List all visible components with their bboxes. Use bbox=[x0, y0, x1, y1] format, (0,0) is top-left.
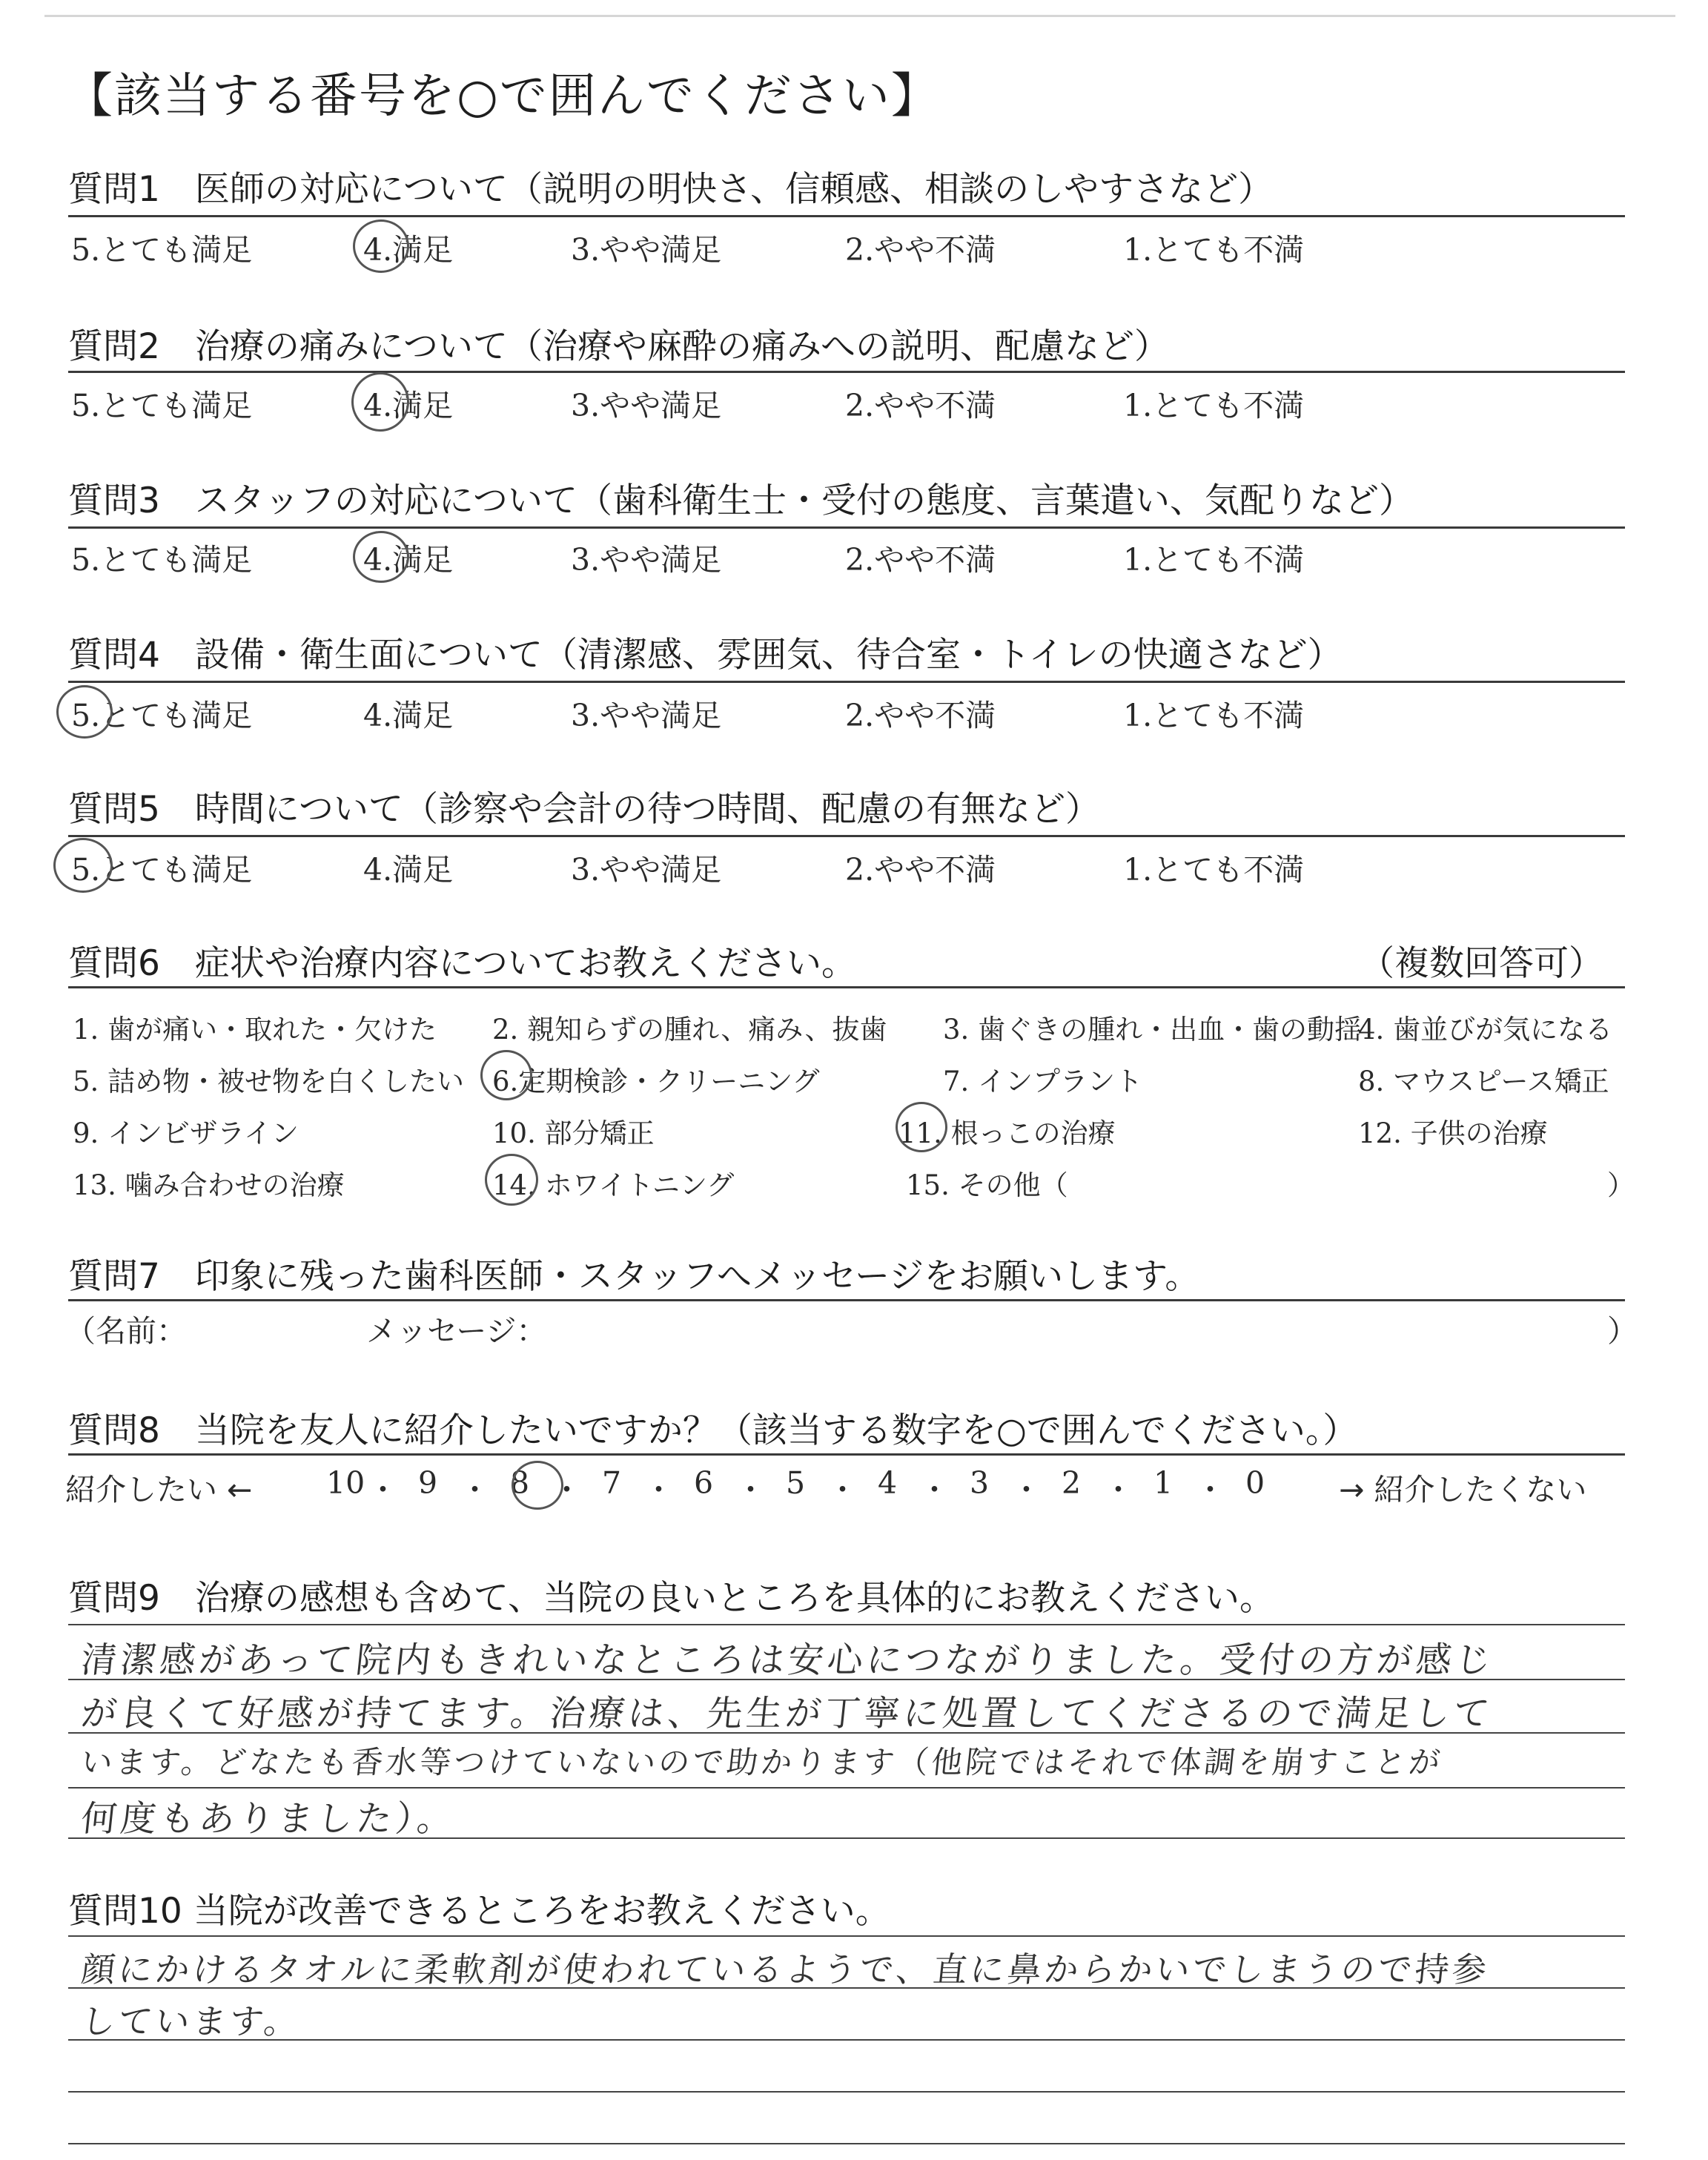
q6-item-13[interactable]: 13. 噛み合わせの治療 bbox=[73, 1169, 345, 1201]
q6-rule bbox=[68, 986, 1625, 988]
q4-title: 質問4 設備・衛生面について（清潔感、雰囲気、待合室・トイレの快適さなど） bbox=[68, 635, 1343, 676]
q6-item-12[interactable]: 12. 子供の治療 bbox=[1358, 1117, 1548, 1149]
q6-item-1[interactable]: 1. 歯が痛い・取れた・欠けた bbox=[73, 1014, 437, 1046]
q5-option-4[interactable]: 4.満足 bbox=[363, 852, 454, 888]
q8-scale-0[interactable]: 0 bbox=[1245, 1465, 1265, 1501]
q3-option-4[interactable]: 4.満足 bbox=[363, 542, 454, 578]
q1-option-1[interactable]: 1.とても不満 bbox=[1123, 232, 1305, 268]
q9-answer-line-4: 何度もありました）。 bbox=[79, 1798, 459, 1840]
q8-scale-4[interactable]: 4 bbox=[878, 1465, 898, 1501]
q4-rule bbox=[68, 681, 1625, 683]
q9-answer-line-3: います。どなたも香水等つけていないので助かります（他院ではそれで体調を崩すことが bbox=[79, 1744, 1445, 1780]
q1-option-4[interactable]: 4.満足 bbox=[363, 232, 454, 268]
q6-item-6[interactable]: 6.定期検診・クリーニング bbox=[492, 1066, 820, 1097]
q9-answer-line-1: 清潔感があって院内もきれいなところは安心につながりました。受付の方が感じ bbox=[79, 1639, 1497, 1681]
q6-item-6-circle bbox=[480, 1050, 532, 1100]
q7-name-label: （名前： bbox=[65, 1313, 187, 1349]
q1-option-3[interactable]: 3.やや満足 bbox=[571, 232, 722, 268]
q8-rule bbox=[68, 1453, 1625, 1456]
q2-selection-circle bbox=[351, 372, 409, 432]
q8-scale-5[interactable]: 5 bbox=[786, 1465, 806, 1501]
q7-close-paren: ） bbox=[1607, 1313, 1638, 1349]
q5-option-2[interactable]: 2.やや不満 bbox=[845, 852, 996, 888]
q1-selection-circle bbox=[353, 219, 409, 273]
q8-left-label: 紹介したい ← bbox=[65, 1472, 253, 1507]
q8-right-label: → 紹介したくない bbox=[1339, 1472, 1587, 1507]
q6-item-15-close: ） bbox=[1607, 1169, 1635, 1201]
q10-title: 質問10 当院が改善できるところをお教えください。 bbox=[68, 1891, 890, 1932]
q8-scale-separator: ・ bbox=[919, 1472, 950, 1507]
q7-message-label: メッセージ： bbox=[366, 1313, 547, 1349]
q8-scale-6[interactable]: 6 bbox=[694, 1465, 714, 1501]
q8-scale-separator: ・ bbox=[1103, 1472, 1133, 1507]
instruction-heading: 【該当する番号を○で囲んでください】 bbox=[65, 69, 940, 124]
q6-item-7[interactable]: 7. インプラント bbox=[943, 1066, 1143, 1097]
q3-option-5[interactable]: 5.とても満足 bbox=[71, 542, 253, 578]
q4-selection-circle bbox=[56, 685, 113, 739]
q6-item-4[interactable]: 4. 歯並びが気になる bbox=[1358, 1014, 1613, 1046]
q8-scale-8[interactable]: 8 bbox=[510, 1465, 530, 1501]
q9-line-1 bbox=[68, 1624, 1625, 1625]
q8-scale-separator: ・ bbox=[827, 1472, 858, 1507]
q10-answer-line-2: しています。 bbox=[79, 2001, 303, 2041]
q9-title: 質問9 治療の感想も含めて、当院の良いところを具体的にお教えください。 bbox=[68, 1578, 1274, 1619]
q8-scale-separator: ・ bbox=[735, 1472, 766, 1507]
q3-option-3[interactable]: 3.やや満足 bbox=[571, 542, 722, 578]
q3-rule bbox=[68, 526, 1625, 529]
q5-title: 質問5 時間について（診察や会計の待つ時間、配慮の有無など） bbox=[68, 789, 1100, 830]
q6-item-2[interactable]: 2. 親知らずの腫れ、痛み、抜歯 bbox=[492, 1014, 887, 1046]
q8-scale-separator: ・ bbox=[368, 1472, 398, 1507]
q5-option-1[interactable]: 1.とても不満 bbox=[1123, 852, 1305, 888]
q8-scale-1[interactable]: 1 bbox=[1153, 1465, 1174, 1501]
q8-scale-3[interactable]: 3 bbox=[970, 1465, 990, 1501]
q6-item-3[interactable]: 3. 歯ぐきの腫れ・出血・歯の動揺 bbox=[943, 1014, 1363, 1046]
q8-scale-separator: ・ bbox=[552, 1472, 582, 1507]
q6-item-11-circle bbox=[896, 1102, 947, 1152]
q4-option-4[interactable]: 4.満足 bbox=[363, 698, 454, 733]
q8-scale-separator: ・ bbox=[1195, 1472, 1225, 1507]
q8-scale-2[interactable]: 2 bbox=[1062, 1465, 1082, 1501]
q8-scale-separator: ・ bbox=[643, 1472, 674, 1507]
q6-item-15[interactable]: 15. その他（ bbox=[906, 1169, 1068, 1201]
q7-title: 質問7 印象に残った歯科医師・スタッフへメッセージをお願いします。 bbox=[68, 1256, 1200, 1297]
q8-scale-10[interactable]: 10 bbox=[326, 1465, 365, 1501]
q2-option-2[interactable]: 2.やや不満 bbox=[845, 388, 996, 423]
q6-item-14-circle bbox=[485, 1154, 538, 1206]
q2-option-4[interactable]: 4.満足 bbox=[363, 388, 454, 423]
q10-answer-line-1: 顔にかけるタオルに柔軟剤が使われているようで、直に鼻からかいでしまうので持参 bbox=[79, 1949, 1492, 1989]
q3-option-1[interactable]: 1.とても不満 bbox=[1123, 542, 1305, 578]
q2-option-1[interactable]: 1.とても不満 bbox=[1123, 388, 1305, 423]
q4-option-5[interactable]: 5.とても満足 bbox=[71, 698, 253, 733]
q8-scale-9[interactable]: 9 bbox=[418, 1465, 438, 1501]
q6-note: （複数回答可） bbox=[1360, 943, 1603, 984]
q3-selection-circle bbox=[353, 531, 409, 583]
q1-title: 質問1 医師の対応について（説明の明快さ、信頼感、相談のしやすさなど） bbox=[68, 169, 1274, 210]
q2-title: 質問2 治療の痛みについて（治療や麻酔の痛みへの説明、配慮など） bbox=[68, 326, 1170, 367]
q8-title: 質問8 当院を友人に紹介したいですか？（該当する数字を○で囲んでください。） bbox=[68, 1410, 1358, 1451]
q8-scale-separator: ・ bbox=[460, 1472, 490, 1507]
q6-title: 質問6 症状や治療内容についてお教えください。 bbox=[68, 943, 856, 984]
q10-line-5 bbox=[68, 2143, 1625, 2144]
q2-option-3[interactable]: 3.やや満足 bbox=[571, 388, 722, 423]
q6-item-14[interactable]: 14. ホワイトニング bbox=[492, 1169, 735, 1201]
q9-line-4 bbox=[68, 1787, 1625, 1789]
q4-option-2[interactable]: 2.やや不満 bbox=[845, 698, 996, 733]
q1-option-2[interactable]: 2.やや不満 bbox=[845, 232, 996, 268]
q6-item-10[interactable]: 10. 部分矯正 bbox=[492, 1117, 655, 1149]
q8-selection-circle bbox=[512, 1461, 563, 1510]
q8-scale-7[interactable]: 7 bbox=[602, 1465, 622, 1501]
q10-line-3 bbox=[68, 2039, 1625, 2041]
q3-option-2[interactable]: 2.やや不満 bbox=[845, 542, 996, 578]
q6-item-8[interactable]: 8. マウスピース矯正 bbox=[1358, 1066, 1609, 1097]
q5-option-5[interactable]: 5.とても満足 bbox=[71, 852, 253, 888]
q6-item-9[interactable]: 9. インビザライン bbox=[73, 1117, 299, 1149]
q3-title: 質問3 スタッフの対応について（歯科衛生士・受付の態度、言葉遣い、気配りなど） bbox=[68, 480, 1414, 521]
q6-item-5[interactable]: 5. 詰め物・被せ物を白くしたい bbox=[73, 1066, 465, 1097]
q1-rule bbox=[68, 215, 1625, 217]
q10-line-4 bbox=[68, 2091, 1625, 2093]
q9-answer-line-2: が良くて好感が持てます。治療は、先生が丁寧に処置してくださるので満足して bbox=[79, 1693, 1495, 1734]
q10-line-1 bbox=[68, 1935, 1625, 1937]
q7-rule bbox=[68, 1299, 1625, 1301]
q8-scale-separator: ・ bbox=[1011, 1472, 1042, 1507]
page-top-border bbox=[44, 15, 1675, 17]
q6-item-11[interactable]: 11. 根っこの治療 bbox=[898, 1117, 1116, 1149]
q4-option-1[interactable]: 1.とても不満 bbox=[1123, 698, 1305, 733]
q5-rule bbox=[68, 835, 1625, 837]
q2-rule bbox=[68, 371, 1625, 373]
q5-selection-circle bbox=[53, 838, 113, 893]
q2-option-5[interactable]: 5.とても満足 bbox=[71, 388, 253, 423]
q1-option-5[interactable]: 5.とても満足 bbox=[71, 232, 253, 268]
q5-option-3[interactable]: 3.やや満足 bbox=[571, 852, 722, 888]
q4-option-3[interactable]: 3.やや満足 bbox=[571, 698, 722, 733]
